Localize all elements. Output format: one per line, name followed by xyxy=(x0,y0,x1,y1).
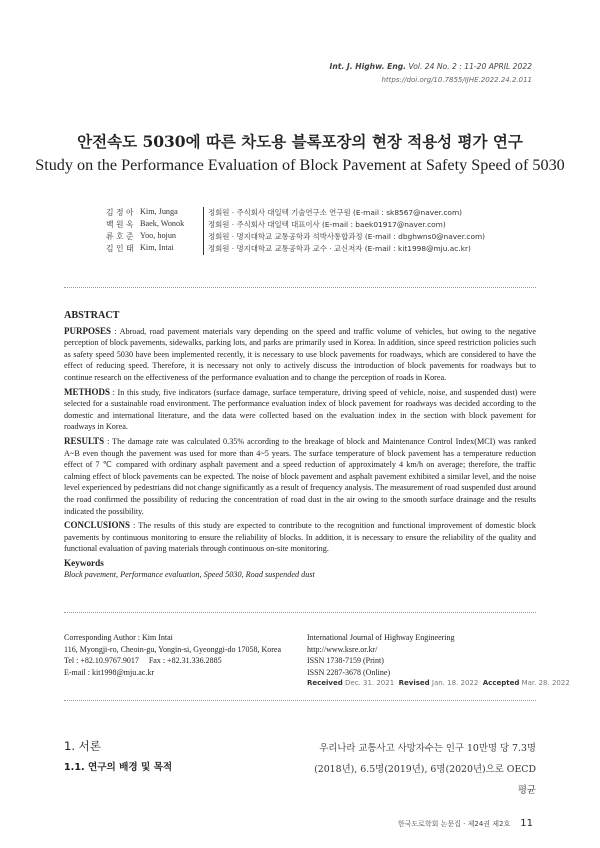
methods-label: METHODS xyxy=(64,386,111,397)
keywords: Block pavement, Performance evaluation, Speed 5030, Road suspended dust xyxy=(64,570,315,580)
results-text: : The damage rate was calculated 0.35% according to the breakage of block and Maintenance Control Index(MCI) was ranked A~B even though the pavement was used for more than 4~5 years. The surface temperature of block pavement has a temperature reduction effect of 7 ℃ compared with ordinary asphalt pavement and a speed reduction of approximately 4 km/h on average; therefore, the traffic calming effect of block pavements can be expected. The noise of block pavement and asphalt pavement exhibited a similar level, and the noise level experienced by pedestrians did not change significantly as a result of frequency analysis. The measurement of road suspended dust around the road confirmed the possibility of reducing the concentration of road dust in the air owing to the smooth surface drainage and the results indicated the possibility. xyxy=(64,436,536,516)
accepted-label: Accepted xyxy=(482,679,520,687)
abstract-purposes xyxy=(64,326,536,384)
abstract-methods xyxy=(64,387,536,433)
body-line: (2018년), 6.5명(2019년), 6명(2020년)으로 OECD 평균 xyxy=(314,764,536,796)
email[interactable]: E-mail : kit1998@mju.ac.kr xyxy=(64,667,155,677)
revised-label: Revised xyxy=(398,679,430,687)
subsection-heading: 1.1. 연구의 배경 및 목적 xyxy=(64,762,173,773)
purposes-text: : Abroad, road pavement materials vary depending on the speed and traffic volume of vehicles, but owing to the negative perception of block pavements, sidewalks, parking lots, and parks are primarily used in Korea. In addition, since speed restriction policies such as safety speed 5030 have been implemented recently, it is necessary to use block pavements for roadways, which are considered to have the effect of reducing speed. Therefore, it is necessary not only to actively discuss the introduction of block pavements for roadways but to continue research on the effectiveness of the performance evaluation and to change the perception of roads in Korea. xyxy=(64,326,536,382)
author-name-en: Baek, Wonok xyxy=(140,219,185,228)
author-row xyxy=(106,231,485,243)
submission-dates xyxy=(307,678,570,690)
abstract-results xyxy=(64,436,536,517)
divider xyxy=(64,612,536,613)
purposes-label: PURPOSES xyxy=(64,325,112,336)
abstract-conclusions xyxy=(64,520,536,555)
section-heading: 1. 서론 xyxy=(64,739,101,753)
journal-citation xyxy=(330,62,532,71)
author-name-en: Kim, Junga xyxy=(140,207,178,216)
journal-info-block xyxy=(307,632,570,690)
journal-name: Int. J. Highw. Eng. xyxy=(329,62,407,71)
journal-full-name: International Journal of Highway Engineering xyxy=(307,633,455,642)
results-label: RESULTS xyxy=(64,435,105,446)
keywords-heading: Keywords xyxy=(64,557,104,568)
title-english: Study on the Performance Evaluation of Block Pavement at Safety Speed of 5030 xyxy=(35,156,565,174)
corresponding-author: Corresponding Author : Kim Intai xyxy=(64,633,173,642)
received-label: Received xyxy=(307,679,343,687)
author-name-en: Kim, Intai xyxy=(140,243,174,252)
author-row xyxy=(106,219,485,231)
correspondence-block xyxy=(64,632,281,678)
issn-print: ISSN 1738-7159 (Print) xyxy=(307,656,384,665)
methods-text: : In this study, five indicators (surface damage, surface temperature, driving speed of vehicle, noise, and suspended dust) were selected for a sustainable road environment. The performance evaluation index of block pavement for roadways was decided according to the domestic and international literature, and the data were collected based on the evaluation index in the section with block pavement for roadways in Korea. xyxy=(64,387,536,432)
author-affiliation: 정회원 · 명지대학교 교통공학과 석박사통합과정 (E-mail : dbghwns0@naver.com) xyxy=(208,232,486,241)
author-affiliation: 정회원 · 명지대학교 교통공학과 교수 · 교신저자 (E-mail : kit1998@mju.ac.kr) xyxy=(208,244,471,253)
body-line: 우리나라 교통사고 사망자수는 인구 10만명 당 7.3명 xyxy=(319,743,536,754)
address: 116, Myongji-ro, Cheoin-gu, Yongin-si, Gyeonggi-do 17058, Korea xyxy=(64,644,282,654)
issn-online: ISSN 2287-3678 (Online) xyxy=(307,667,391,677)
author-affiliation: 정회원 · 주식회사 대일텍 대표이사 (E-mail : baek01917@naver.com) xyxy=(208,220,446,229)
page-number: 11 xyxy=(520,818,533,829)
author-list xyxy=(106,207,485,255)
divider xyxy=(64,700,536,701)
page-footer xyxy=(398,818,533,829)
title-korean: 안전속도 5030에 따른 차도용 블록포장의 현장 적용성 평가 연구 xyxy=(77,132,523,151)
author-name-ko: 류 호 준 xyxy=(106,232,134,241)
accepted-date: Mar. 28. 2022 xyxy=(521,679,570,687)
conclusions-label: CONCLUSIONS xyxy=(64,520,131,531)
doi-link[interactable]: https://doi.org/10.7855/IJHE.2022.24.2.011 xyxy=(381,76,532,84)
conclusions-text: : The results of this study are expected to contribute to the recognition and functional improvement of domestic block pavements by continuous monitoring to ensure the reliability of blocks. In addition, it is necessary to ensure the reliability of the quality and functional evaluation of paving materials through continuous on-site monitoring. xyxy=(64,521,536,554)
phone-fax: Tel : +82.10.9767.9017 Fax : +82.31.336.2885 xyxy=(64,656,222,665)
abstract-heading: ABSTRACT xyxy=(64,310,120,321)
author-name-ko: 김 정 아 xyxy=(106,208,134,217)
divider xyxy=(64,287,536,288)
journal-issue: Vol. 24 No. 2 : 11-20 APRIL 2022 xyxy=(408,62,532,71)
body-text xyxy=(308,738,536,801)
author-divider xyxy=(203,207,204,255)
abstract xyxy=(64,310,536,581)
author-row xyxy=(106,207,485,219)
author-name-ko: 백 원 옥 xyxy=(106,220,134,229)
footer-journal: 한국도로학회 논문집 · 제24권 제2호 xyxy=(397,820,511,828)
author-row xyxy=(106,243,485,255)
author-name-en: Yoo, hojun xyxy=(140,231,177,240)
journal-url[interactable]: http://www.ksre.or.kr/ xyxy=(307,644,378,654)
revised-date: Jan. 18. 2022 xyxy=(431,679,479,687)
author-affiliation: 정회원 · 주식회사 대일텍 기술연구소 연구원 (E-mail : sk8567@naver.com) xyxy=(208,208,463,217)
author-name-ko: 김 인 태 xyxy=(106,244,134,253)
received-date: Dec. 31. 2021 xyxy=(345,679,395,687)
